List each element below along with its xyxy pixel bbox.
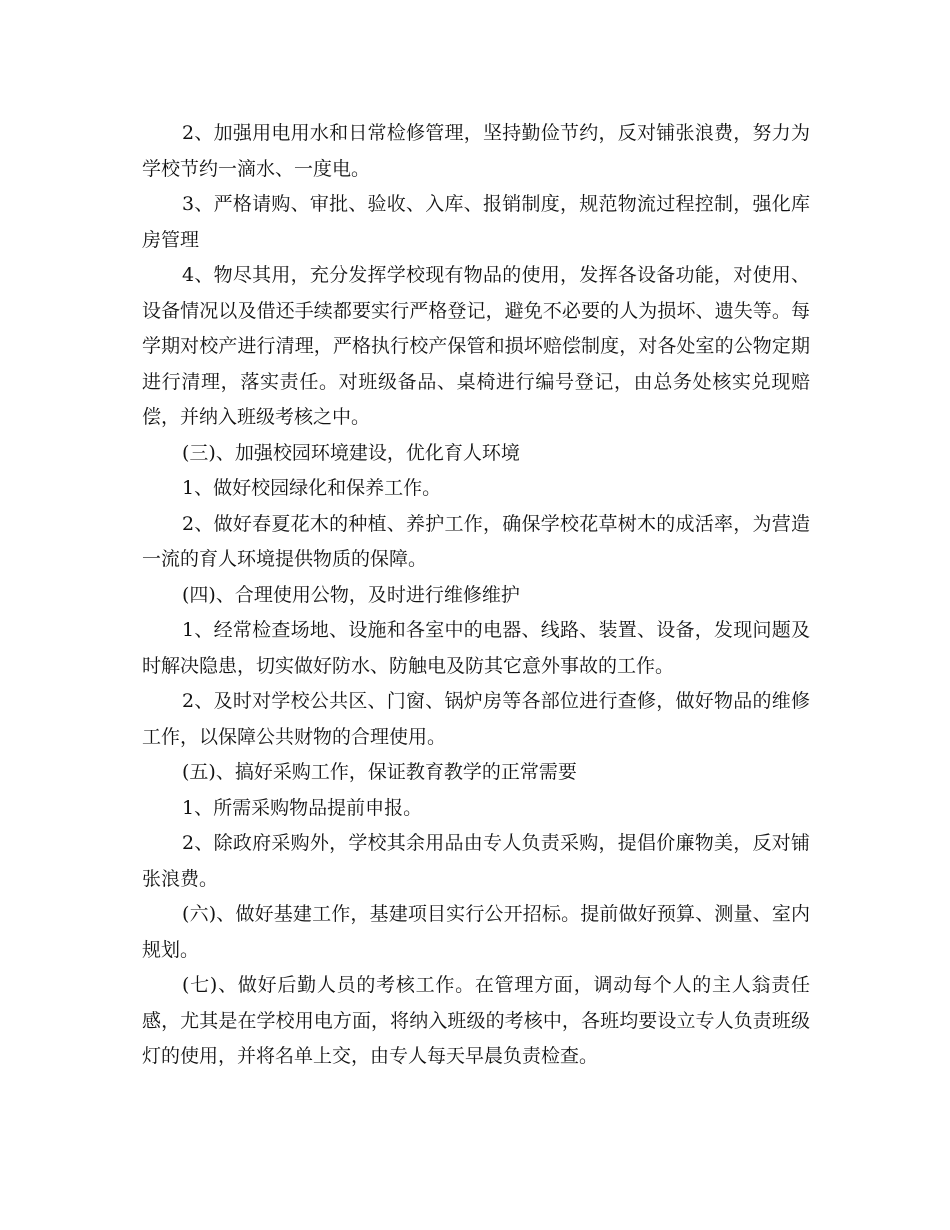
paragraph-electricity-water: 2、加强用电用水和日常检修管理，坚持勤俭节约，反对铺张浪费，努力为学校节约一滴水、一度电。 [142, 122, 810, 180]
paragraph-greening: 1、做好校园绿化和保养工作。 [182, 477, 442, 499]
section-heading-purchasing: (五)、搞好采购工作，保证教育教学的正常需要 [182, 761, 577, 783]
paragraph-asset-usage: 4、物尽其用，充分发挥学校现有物品的使用，发挥各设备功能，对使用、设备情况以及借还手续都要实行严格登记，避免不必要的人为损坏、遗失等。每学期对校产进行清理，严格执行校产保管和损坏赔偿制度，对各处室的公物定期进行清理，落实责任。对班级备品、桌椅进行编号登记，由总务处核实兑现赔偿，并纳入班级考核之中。 [142, 264, 810, 428]
section-heading-staff-assessment: (七)、做好后勤人员的考核工作。在管理方面，调动每个人的主人翁责任感，尤其是在学校用电方面，将纳入班级的考核中，各班均要设立专人负责班级灯的使用，并将名单上交，由专人每天早晨负责检查。 [142, 974, 810, 1067]
section-heading-construction: (六)、做好基建工作，基建项目实行公开招标。提前做好预算、测量、室内规划。 [142, 903, 810, 961]
document-body [142, 116, 810, 1075]
paragraph-procurement-control: 3、严格请购、审批、验收、入库、报销制度，规范物流过程控制，强化库房管理 [142, 193, 810, 251]
paragraph-purchase-request: 1、所需采购物品提前申报。 [182, 796, 423, 819]
paragraph-inspection: 1、经常检查场地、设施和各室中的电器、线路、装置、设备，发现问题及时解决隐患，切实做好防水、防触电及防其它意外事故的工作。 [142, 619, 810, 677]
paragraph-purchase-staff: 2、除政府采购外，学校其余用品由专人负责采购，提倡价廉物美，反对铺张浪费。 [142, 832, 810, 890]
section-heading-campus-environment: (三)、加强校园环境建设，优化育人环境 [182, 441, 520, 464]
paragraph-repair: 2、及时对学校公共区、门窗、锅炉房等各部位进行查修，做好物品的维修工作，以保障公共财物的合理使用。 [142, 690, 810, 748]
section-heading-maintenance: (四)、合理使用公物，及时进行维修维护 [182, 583, 520, 606]
paragraph-planting: 2、做好春夏花木的种植、养护工作，确保学校花草树木的成活率，为营造一流的育人环境提供物质的保障。 [142, 512, 810, 570]
